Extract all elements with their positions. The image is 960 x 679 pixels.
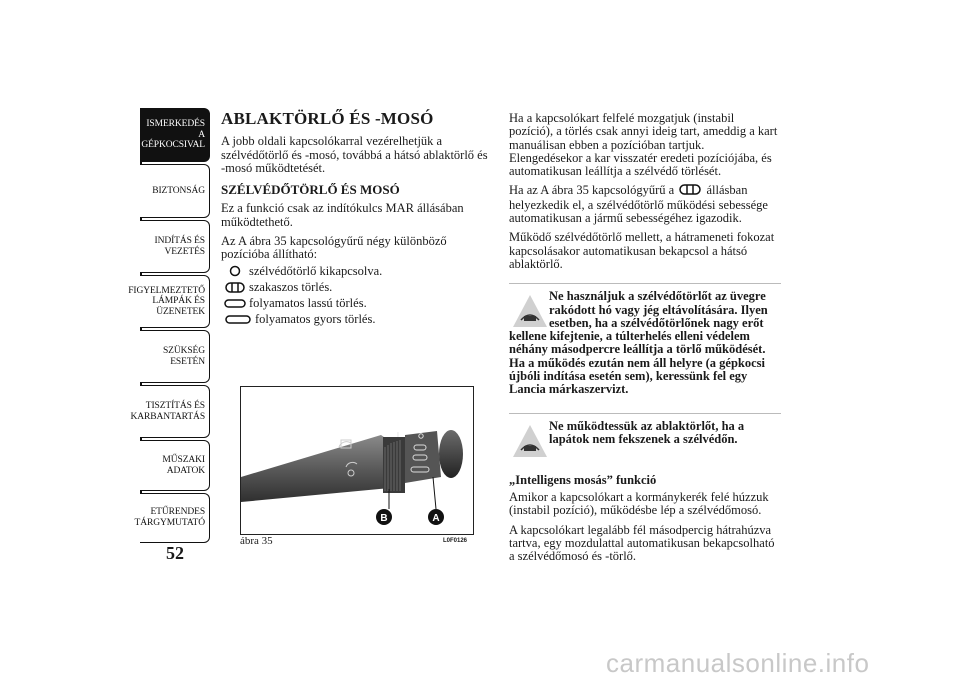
sidebar-tab[interactable] xyxy=(128,275,210,328)
warning-text xyxy=(509,290,781,396)
mode-item xyxy=(221,312,493,327)
warning-text-first: Ne működtessük az ablaktörlőt, ha a lapátok nem fekszenek a szélvédőn. xyxy=(549,418,745,446)
warning-text-rest: kellene kifejtenie, a túlterhelés elleni védelem néhány másodpercre leállítja a törlő működését. Ha a működés ezután nem áll helyre (a gépkocsi újbóli indítása esetén sem), keressünk fel egy Lancia márkaszervizt. xyxy=(509,329,766,397)
sidebar-tab-line: ISMERKEDÉS A xyxy=(146,119,205,140)
sidebar-tab[interactable] xyxy=(140,330,210,383)
warning-triangle-icon xyxy=(511,292,549,330)
sidebar-tab[interactable] xyxy=(130,385,210,438)
wiper-stalk-illustration xyxy=(241,387,473,534)
sidebar-tab[interactable] xyxy=(140,220,210,273)
sidebar-tab-line: SZÜKSÉG ESETÉN xyxy=(162,345,205,367)
sidebar-tab-label xyxy=(155,236,205,257)
mode-item xyxy=(221,280,493,295)
sidebar-tab-line: GÉPKOCSIVAL xyxy=(141,140,205,151)
sidebar-tab-label xyxy=(128,286,205,318)
mode-item xyxy=(221,264,493,279)
sidebar-tab-label xyxy=(140,119,205,151)
section-title: „Intelligens mosás” funkció xyxy=(509,472,657,487)
sidebar-tab-line: ÜZENETEK xyxy=(156,306,205,317)
sidebar-tab-line: LÁMPÁK ÉS xyxy=(152,296,205,307)
figure-code: L0F0126 xyxy=(443,538,468,544)
watermark-text: carmanualsonline.info xyxy=(606,648,870,678)
sidebar-tab-label xyxy=(152,186,205,197)
warning-box xyxy=(509,283,781,396)
warning-text-first: Ne használjuk a szélvédőtörlőt az üvegre rakódott hó vagy jég eltávolítására. Ilyen esetben, ha a szélvédőtörlőnek nagy erőt xyxy=(549,289,768,330)
fast-wipe-icon xyxy=(221,315,255,324)
mode-label: szélvédőtörlő kikapcsolva. xyxy=(249,263,383,278)
sidebar-tab[interactable] xyxy=(140,108,210,162)
paragraph-part: állásban helyezkedik el, a szélvédőtörlő működési sebessége automatikusan a jármű sebességéhez igazodik. xyxy=(509,183,768,226)
sidebar-tab-line: KARBANTARTÁS xyxy=(130,411,205,422)
paragraph-part: Ha az A ábra 35 kapcsológyűrű a xyxy=(509,183,675,198)
sidebar-tab-label xyxy=(135,507,205,528)
svg-text:I: I xyxy=(397,432,399,439)
warning-box xyxy=(509,413,781,460)
sidebar-tab[interactable] xyxy=(140,440,210,491)
left-column xyxy=(221,109,493,328)
paragraph: Ha a kapcsolókart felfelé mozgatjuk (instabil pozíció), a törlés csak annyi ideig tart, ameddig a kart manuálisan ebben a pozícióban tartjuk. Elengedésekor a kar visszatér eredeti pozíciójába, és automatikusan leállítja a szélvédő törlését. xyxy=(509,111,778,179)
sidebar-tab[interactable] xyxy=(134,493,210,543)
label-a: A xyxy=(432,513,440,524)
auto-speed-icon xyxy=(679,184,701,198)
sidebar-tab-line: VEZETÉS xyxy=(164,246,205,257)
sidebar-tab-line: TISZTÍTÁS ÉS xyxy=(145,400,205,411)
section-title: SZÉLVÉDŐTÖRLŐ ÉS MOSÓ xyxy=(221,182,400,198)
sidebar-tab-line: TÁRGYMUTATÓ xyxy=(134,518,205,528)
mode-item xyxy=(221,296,493,311)
warning-triangle-icon xyxy=(511,422,549,460)
sidebar-tab-label xyxy=(140,346,205,367)
sidebar-tab-line: BIZTONSÁG xyxy=(152,185,205,196)
intermittent-icon xyxy=(221,282,249,293)
stalk-figure xyxy=(240,386,474,535)
label-b: B xyxy=(380,513,388,524)
sidebar-tab-line: FIGYELMEZTETŐ xyxy=(128,285,205,296)
sidebar-tab-label xyxy=(130,401,205,422)
off-circle-icon xyxy=(221,265,249,277)
paragraph: Amikor a kapcsolókart a kormánykerék felé húzzuk (instabil pozíció), működésbe lép a szélvédőmosó. xyxy=(509,489,769,518)
sidebar-tab-line: INDÍTÁS ÉS xyxy=(154,235,205,246)
right-column xyxy=(509,112,781,569)
paragraph: Működő szélvédőtörlő mellett, a hátrameneti fokozat kapcsolásakor automatikusan bekapcsol a hátsó ablaktörlő. xyxy=(509,230,775,271)
warning-text xyxy=(509,420,781,447)
slow-wipe-icon xyxy=(221,299,249,308)
sidebar-tab-line: MŰSZAKI ADATOK xyxy=(162,454,205,476)
paragraph: Ez a funkció csak az indítókulcs MAR állásában működtethető. xyxy=(221,201,464,229)
mode-label: szakaszos törlés. xyxy=(249,279,333,294)
sidebar-tab-label xyxy=(140,455,205,476)
paragraph: Az A ábra 35 kapcsológyűrű négy különböző pozícióba állítható: xyxy=(221,234,447,262)
figure-caption: ábra 35 xyxy=(240,535,273,547)
mode-label: folyamatos gyors törlés. xyxy=(255,311,376,326)
page-number: 52 xyxy=(166,543,184,563)
paragraph xyxy=(509,184,781,225)
paragraph: A kapcsolókart legalább fél másodpercig hátrahúzva tartva, egy mozdulattal automatikusan bekapcsolható a szélvédőmosó és -törlő. xyxy=(509,522,775,564)
intro-paragraph: A jobb oldali kapcsolókarral vezérelhetjük a szélvédőtörlő és -mosó, továbbá a hátsó ablaktörlő és -mosó működtetését. xyxy=(221,134,488,175)
sidebar-tab-line: ETŰRENDES xyxy=(150,507,205,518)
mode-label: folyamatos lassú törlés. xyxy=(249,295,367,310)
sidebar-tab[interactable] xyxy=(140,164,210,218)
page-title: ABLAKTÖRLŐ ÉS -MOSÓ xyxy=(221,109,434,128)
